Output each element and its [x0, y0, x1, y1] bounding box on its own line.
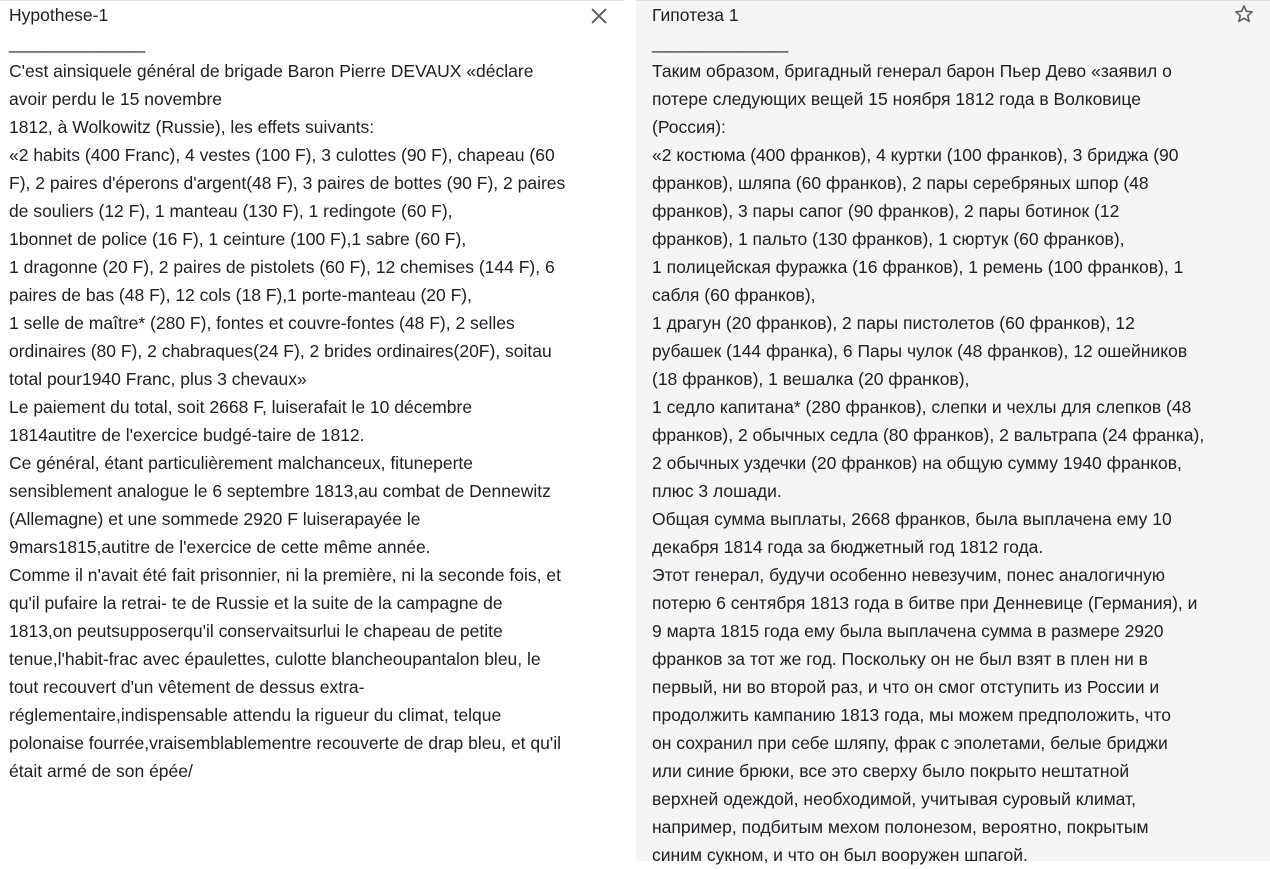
translation-panel: [636, 0, 1270, 865]
clear-source-button[interactable]: [588, 5, 610, 27]
source-text[interactable]: Hypothese-1 ______________ C'est ainsiquele général de brigade Baron Pierre DEVAUX «déclare avoir perdu le 15 novembre 1812, à Wolkowitz (Russie), les effets suivants: «2 habits (400 Franc), 4 vestes (100 F), 3 culottes (90 F), chapeau (60 F), 2 paires d'éperons d'argent(48 F), 3 paires de bottes (90 F), 2 paires de souliers (12 F), 1 manteau (130 F), 1 redingote (60 F), 1bonnet de police (16 F), 1 ceinture (100 F),1 sabre (60 F), 1 dragonne (20 F), 2 paires de pistolets (60 F), 12 chemises (144 F), 6 paires de bas (48 F), 12 cols (18 F),1 porte-manteau (20 F), 1 selle de maître* (280 F), fontes et couvre-fontes (48 F), 2 selles ordinaires (80 F), 2 chabraques(24 F), 2 brides ordinaires(20F), soitau total pour1940 Franc, plus 3 chevaux» Le paiement du total, soit 2668 F, luiserafait le 10 décembre 1814autitre de l'exercice budgé-taire de 1812. Ce général, étant particulièrement malchanceux, fituneperte sensiblement analogue le 6 septembre 1813,au combat de Dennewitz (Allemagne) et une sommede 2920 F luiserapayée le 9mars1815,autitre de l'exercice de cette même année. Comme il n'avait été fait prisonnier, ni la première, ni la seconde fois, et qu'il pufaire la retrai- te de Russie et la suite de la campagne de 1813,on peutsupposerqu'il conservaitsurlui le chapeau de petite tenue,l'habit-frac avec épaulettes, culotte blancheoupantalon bleu, le tout recouvert d'un vêtement de dessus extra- réglementaire,indispensable attendu la rigueur du climat, telque polonaise fourrée,vraisemblablementre recouverte de drap bleu, et qu'il était armé de son épée/: [9, 5, 566, 781]
translation-text: Гипотеза 1 ______________ Таким образом, бригадный генерал барон Пьер Дево «заявил о потере следующих вещей 15 ноября 1812 года в Волковице (Россия): «2 костюма (400 франков), 4 куртки (100 франков), 3 бриджа (90 франков), шляпа (60 франков), 2 пары серебряных шпор (48 франков), 3 пары сапог (90 франков), 2 пары ботинок (12 франков), 1 пальто (130 франков), 1 сюртук (60 франков), 1 полицейская фуражка (16 франков), 1 ремень (100 франков), 1 сабля (60 франков), 1 драгун (20 франков), 2 пары пистолетов (60 франков), 12 рубашек (144 франка), 6 Пары чулок (48 франков), 12 ошейников (18 франков), 1 вешалка (20 франков), 1 седло капитана* (280 франков), слепки и чехлы для слепков (48 франков), 2 обычных седла (80 франков), 2 вальтрапа (24 франка), 2 обычных уздечки (20 франков) на общую сумму 1940 франков, плюс 3 лошади. Общая сумма выплаты, 2668 франков, была выплачена ему 10 декабря 1814 года за бюджетный год 1812 года. Этот генерал, будучи особенно невезучим, понес аналогичную потерю 6 сентября 1813 года в битве при Денневице (Германия), и 9 марта 1815 года ему была выплачена сумма в размере 2920 франков за тот же год. Поскольку он не был взят в плен ни в первый, ни во второй раз, и что он смог отступить из России и продолжить кампанию 1813 года, мы можем предположить, что он сохранил при себе шляпу, фрак с эполетами, белые бриджи или синие брюки, все это сверху было покрыто нештатной верхней одеждой, необходимой, учитывая суровый климат, например, подбитым мехом полонезом, вероятно, покрытым синим сукном, и что он был вооружен шпагой.: [652, 5, 1205, 865]
close-icon: [588, 5, 610, 27]
save-translation-button[interactable]: [1233, 3, 1255, 25]
source-text-panel[interactable]: [0, 0, 624, 861]
star-icon: [1233, 3, 1255, 25]
